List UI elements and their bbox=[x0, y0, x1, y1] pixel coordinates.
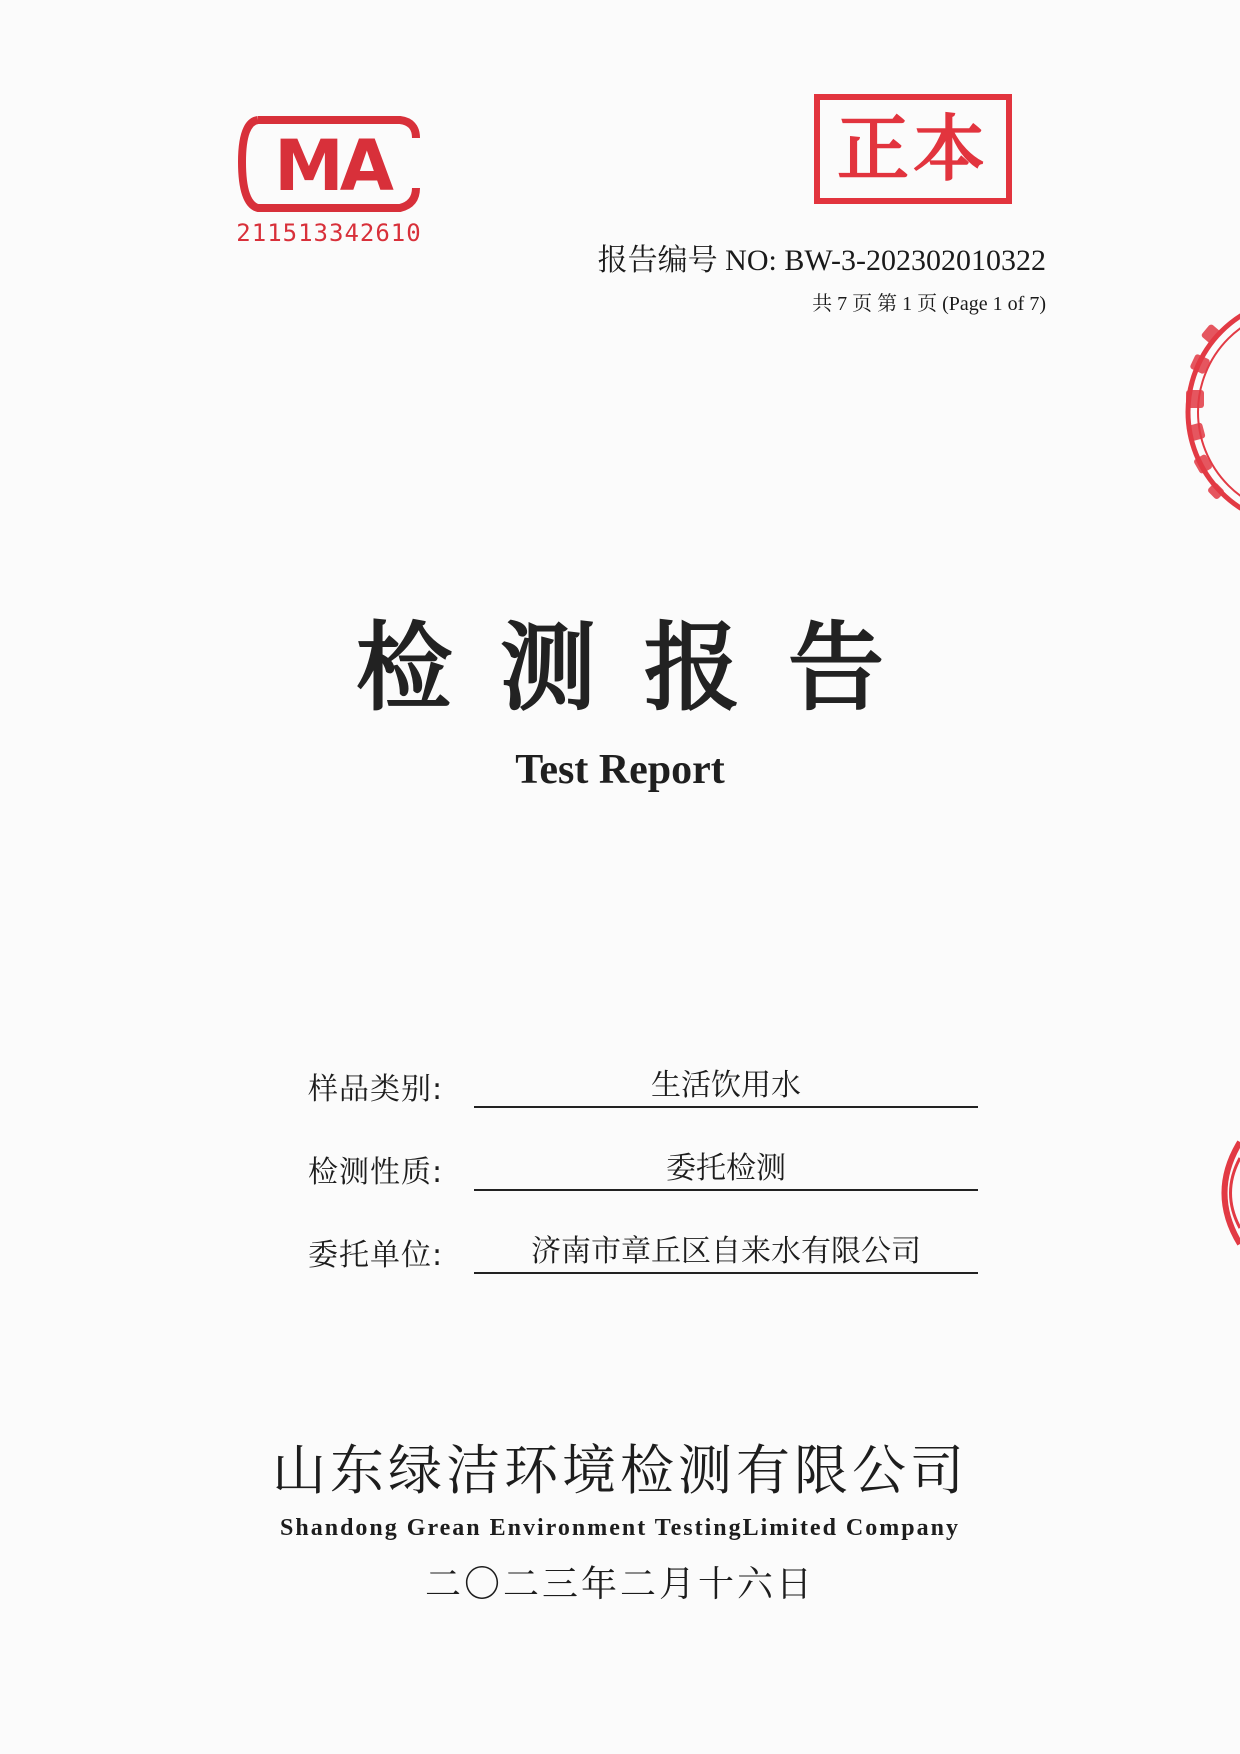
page-info: 共 7 页 第 1 页 (Page 1 of 7) bbox=[812, 293, 1046, 315]
field-value: 济南市章丘区自来水有限公司 bbox=[474, 1234, 978, 1274]
svg-text:MA: MA bbox=[274, 125, 390, 207]
field-label: 样品类别: bbox=[308, 1072, 444, 1107]
field-value: 生活饮用水 bbox=[474, 1068, 978, 1108]
company-name-chinese: 山东绿洁环境检测有限公司 bbox=[272, 1439, 968, 1502]
field-test-nature bbox=[308, 1141, 978, 1191]
title-english: Test Report bbox=[515, 747, 725, 793]
field-sample-category bbox=[308, 1058, 978, 1108]
title-chinese: 检测报告 bbox=[356, 611, 932, 724]
field-label: 委托单位: bbox=[308, 1238, 444, 1273]
original-stamp bbox=[814, 94, 1012, 204]
cma-logo bbox=[236, 108, 422, 216]
original-stamp-text: 正本 bbox=[836, 107, 989, 191]
report-number: 报告编号 NO: BW-3-202302010322 bbox=[597, 244, 1046, 277]
field-value: 委托检测 bbox=[474, 1151, 978, 1191]
cma-number: 211513342610 bbox=[236, 219, 422, 247]
company-seal-partial-lower bbox=[1205, 1138, 1240, 1248]
report-date: 二〇二三年二月十六日 bbox=[424, 1564, 815, 1605]
field-label: 检测性质: bbox=[308, 1155, 444, 1190]
company-name-english: Shandong Grean Environment TestingLimited Company bbox=[280, 1515, 960, 1541]
field-client bbox=[308, 1224, 978, 1274]
company-seal-partial bbox=[1152, 296, 1240, 528]
